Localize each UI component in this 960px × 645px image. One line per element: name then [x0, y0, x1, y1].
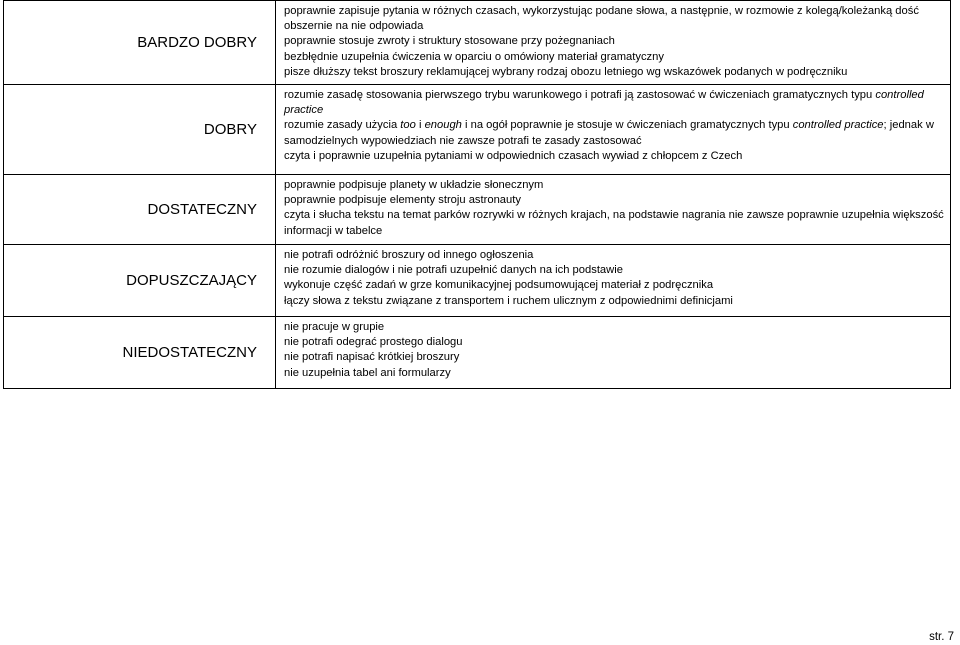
grade-label: DOSTATECZNY [4, 175, 276, 245]
grade-label: DOBRY [4, 85, 276, 175]
grade-row-niedostateczny [4, 317, 951, 389]
grade-label: DOPUSZCZAJĄCY [4, 245, 276, 317]
criterion: nie pracuje w grupie [284, 321, 385, 334]
criterion: pisze dłuższy tekst broszury reklamującej wybrany rodzaj obozu letniego wg wskazówek podanych w podręczniku [284, 65, 848, 78]
grade-label: NIEDOSTATECZNY [4, 317, 276, 389]
page-number: str. 7 [929, 631, 954, 643]
criterion: nie potrafi odróżnić broszury od innego ogłoszenia [284, 249, 534, 262]
grade-row-dostateczny [4, 175, 951, 245]
grade-criteria [276, 1, 951, 85]
criterion: rozumie zasady użycia too i enough i na ogół poprawnie je stosuje w ćwiczeniach gramatycznych typu controlled practice; jednak w samodzielnych wypowiedziach nie zawsze potrafi te zasady zastosować [284, 119, 934, 147]
grade-criteria [276, 245, 951, 317]
criterion: rozumie zasadę stosowania pierwszego trybu warunkowego i potrafi ją zastosować w ćwiczeniach gramatycznych typu controlled practice [284, 89, 924, 117]
criterion: czyta i poprawnie uzupełnia pytaniami w odpowiednich czasach wywiad z chłopcem z Czech [284, 149, 743, 162]
criterion: wykonuje część zadań w grze komunikacyjnej podsumowującej materiał z podręcznika [284, 279, 714, 292]
criterion: nie potrafi odegrać prostego dialogu [284, 336, 463, 349]
criterion: łączy słowa z tekstu związane z transportem i ruchem ulicznym z odpowiednimi definicjami [284, 294, 733, 307]
criterion: bezbłędnie uzupełnia ćwiczenia w oparciu o omówiony materiał gramatyczny [284, 50, 664, 63]
criterion: poprawnie zapisuje pytania w różnych czasach, wykorzystując podane słowa, a następnie, w rozmowie z kolegą/koleżanką dość obszernie na nie odpowiada [284, 5, 919, 33]
criterion: nie potrafi napisać krótkiej broszury [284, 351, 460, 364]
criterion: poprawnie podpisuje planety w układzie słonecznym [284, 179, 544, 192]
criterion: nie uzupełnia tabel ani formularzy [284, 366, 451, 379]
criterion: czyta i słucha tekstu na temat parków rozrywki w różnych krajach, na podstawie nagrania nie zawsze poprawnie uzupełnia większość informacji w tabelce [284, 209, 944, 237]
grading-criteria-table [3, 0, 951, 389]
grade-row-dopuszczajacy [4, 245, 951, 317]
grade-criteria [276, 175, 951, 245]
grade-row-dobry [4, 85, 951, 175]
grade-row-bardzo-dobry [4, 1, 951, 85]
grade-label: BARDZO DOBRY [4, 1, 276, 85]
criterion: nie rozumie dialogów i nie potrafi uzupełnić danych na ich podstawie [284, 264, 623, 277]
criterion: poprawnie stosuje zwroty i struktury stosowane przy pożegnaniach [284, 35, 615, 48]
grade-criteria [276, 85, 951, 175]
criterion: poprawnie podpisuje elementy stroju astronauty [284, 194, 521, 207]
grade-criteria [276, 317, 951, 389]
